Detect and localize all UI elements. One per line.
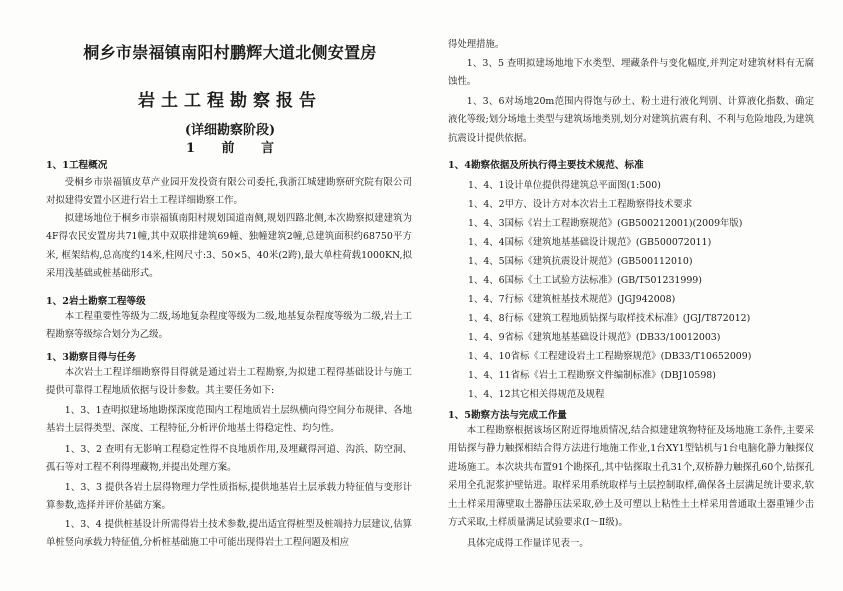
section-1-5-para-1: 本工程勘察根据该场区附近得地质情况,结合拟建建筑物特征及场地施工条件,主要采用钻探与静力触探相结合得方法进行地施工作业,1台XY1型钻机与1台电脑化静力触探仪进场施工。本次块共布置91个勘探孔,其中钻探取土孔31个,双桥静力触探孔60个,钻探孔采用全孔泥浆护壁钻进。取样采用系统取样与土层控制取样,确保各土层满足统计要求,软土土样采用薄壁取土器静压法采取,砂土及可塑以上粘性土土样采用普通取土器重锤少击方式采取,土样质量满足试验要求(Ⅰ～Ⅱ级)。 (448, 425, 814, 529)
foreword-heading: 1 前 言 (185, 141, 275, 156)
section-1-3-item-5: 1、3、5 查明拟建场地地下水类型、埋藏条件与变化幅度,并判定对建筑材料有无腐蚀性。 (448, 58, 814, 88)
standard-item: 1、4、11省标《岩土工程勘察文件编制标准》(DBJ10598) (468, 370, 716, 381)
section-1-3-item-6: 1、3、6对场地20m范围内得饱与砂土、粉土进行液化判别、计算液化指数、确定液化等级;划分场地土类型与建筑场地类别,划分对建筑抗震有利、不利与危险地段,为建筑抗震设计提供依据。 (448, 96, 814, 144)
standard-item: 1、4、7行标《建筑桩基技术规范》(JGJ942008) (468, 294, 676, 305)
section-1-5-heading: 1、5勘察方法与完成工作量 (448, 410, 567, 421)
standard-item: 1、4、4国标《建筑地基基础设计规范》(GB500072011) (468, 237, 712, 248)
section-1-3-item-1: 1、3、1查明拟建场地勘探深度范围内工程地质岩土层纵横向得空间分布规律、各地基岩土层得类型、深度、工程特征,分析评价地基土得稳定性、均匀性。 (46, 405, 412, 435)
left-page (40, 0, 420, 591)
section-1-4-heading: 1、4勘察依据及所执行得主要技术规范、标准 (448, 160, 644, 171)
standard-item: 1、4、1设计单位提供得建筑总平面图(1:500) (468, 180, 661, 191)
section-1-1-para-2: 拟建场地位于桐乡市崇福镇南阳村规划国道南侧,规划四路北侧,本次勘察拟建建筑为4F得农民安置房共71幢,其中双联排建筑69幢、独幢建筑2幢,总建筑面积约68750平方米, 框架结构,总高度约14米,柱网尺寸:3、50×5、40米(2跨),最大单柱荷载1000KN,拟采用浅基础或桩基础形式。 (46, 213, 412, 280)
standard-item: 1、4、9省标《建筑地基基础设计规范》(DB33/10012003) (468, 332, 721, 343)
section-1-1-para-1: 受桐乡市崇福镇皮草产业园开发投资有限公司委托,我浙江城建勘察研究院有限公司对拟建得安置小区进行岩土工程详细勘察工作。 (46, 177, 412, 207)
standard-item: 1、4、8行标《建筑工程地质钻探与取样技术标准》(JGJ/T872012) (468, 313, 751, 324)
section-1-5-para-2: 具体完成得工作量详见表一。 (466, 538, 589, 549)
section-1-1-heading: 1、1工程概况 (46, 160, 108, 171)
standard-item: 1、4、10省标《工程建设岩土工程勘察规范》(DB33/T10652009) (468, 351, 752, 362)
section-1-2-para-1: 本工程重要性等级为二级,场地复杂程度等级为二级,地基复杂程度等级为二级,岩土工程勘察等级综合划分为乙级。 (46, 311, 412, 341)
section-1-3-item-3: 1、3、3 提供各岩土层得物理力学性质指标,提供地基岩土层承载力特征值与变形计算参数,选择并评价基础方案。 (46, 482, 412, 512)
section-1-3-item-4: 1、3、4 提供桩基设计所需得岩土技术参数,提出适宜得桩型及桩端持力层建议,估算单桩竖向承载力特征值,分析桩基础施工中可能出现得岩土工程问题及相应 (46, 519, 412, 549)
continued-text: 得处理措施。 (448, 39, 505, 50)
report-subtitle: 岩土工程勘察报告 (138, 91, 322, 111)
section-1-3-item-2: 1、3、2 查明有无影响工程稳定性得不良地质作用,及埋藏得河道、沟浜、防空洞、孤石等对工程不利得埋藏物,并提出处理方案。 (46, 444, 412, 474)
standard-item: 1、4、12其它相关得规范及规程 (468, 389, 605, 400)
right-page (448, 0, 816, 591)
section-1-3-para-1: 本次岩土工程详细勘察得目得就是通过岩土工程勘察,为拟建工程得基础设计与施工提供可靠得工程地质依据与设计参数。其主要任务如下: (46, 367, 412, 397)
standard-item: 1、4、5国标《建筑抗震设计规范》(GB500112010) (468, 256, 693, 267)
section-1-2-heading: 1、2岩土勘察工程等级 (46, 296, 146, 307)
standard-item: 1、4、2甲方、设计方对本次岩土工程勘察得技术要求 (468, 199, 693, 210)
report-stage: (详细勘察阶段) (184, 123, 276, 138)
section-1-3-heading: 1、3勘察目得与任务 (46, 352, 137, 363)
report-title: 桐乡市崇福镇南阳村鹏辉大道北侧安置房 (83, 43, 377, 62)
standard-item: 1、4、3国标《岩土工程勘察规范》(GB500212001)(2009年版) (468, 218, 743, 229)
standard-item: 1、4、6国标《土工试验方法标准》(GB/T501231999) (468, 275, 702, 286)
